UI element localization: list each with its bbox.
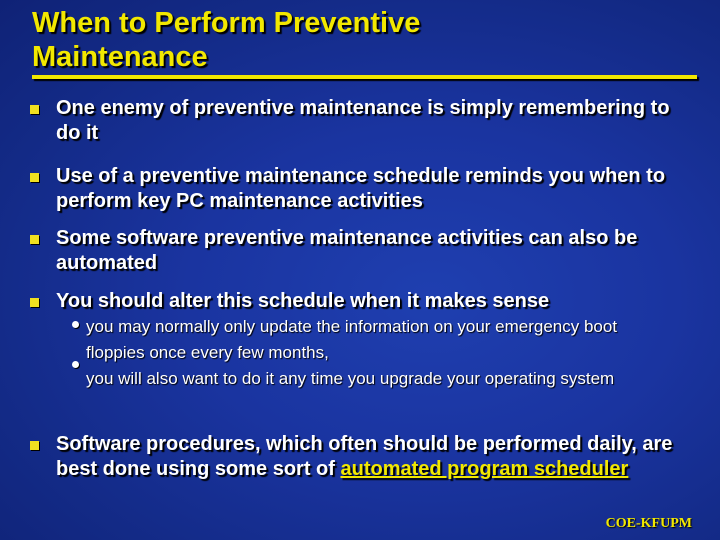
square-bullet-icon [30, 441, 39, 450]
bullet-text: Use of a preventive maintenance schedule reminds you when to perform key PC maintenance activities [56, 165, 666, 212]
slide-title: When to Perform Preventive Maintenance [32, 7, 421, 73]
bullet-text [56, 432, 696, 482]
dot-bullet-icon [72, 361, 79, 368]
bullet-text: You should alter this schedule when it makes sense [56, 290, 550, 312]
footer-label: COE-KFUPM [605, 516, 692, 531]
sub-bullet-text: you will also want to do it any time you upgrade your operating system [86, 369, 615, 388]
square-bullet-icon [30, 173, 39, 182]
bullet-text: Some software preventive maintenance activities can also be automated [56, 227, 638, 274]
bullet-text-before-link: Software procedures, which often should be performed daily, are best done using some sort of [56, 433, 673, 480]
dot-bullet-icon [72, 321, 79, 328]
bullet-text: One enemy of preventive maintenance is simply remembering to do it [56, 97, 670, 144]
square-bullet-icon [30, 105, 39, 114]
square-bullet-icon [30, 298, 39, 307]
square-bullet-icon [30, 235, 39, 244]
sub-bullet-text: you may normally only update the information on your emergency boot floppies once every few months, [86, 317, 618, 362]
title-underline [32, 75, 697, 79]
automated-scheduler-link[interactable]: automated program scheduler [340, 458, 629, 480]
